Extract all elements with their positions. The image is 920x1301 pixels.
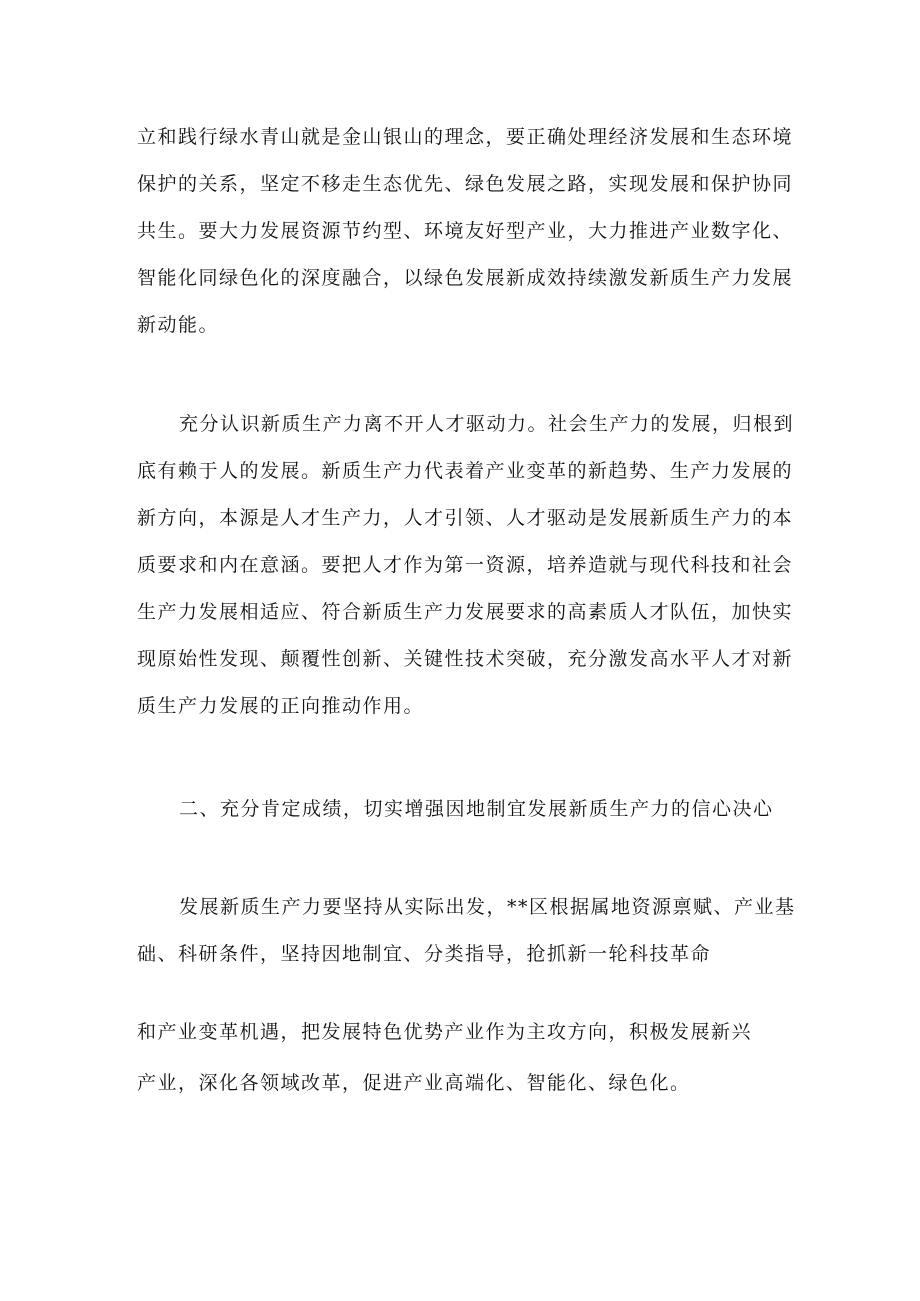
paragraph-line: 现原始性发现、颠覆性创新、关键性技术突破，充分激发高水平人才对新	[137, 648, 794, 670]
paragraph-line: 底有赖于人的发展。新质生产力代表着产业变革的新趋势、生产力发展的	[137, 460, 794, 482]
paragraph-line: 立和践行绿水青山就是金山银山的理念，要正确处理经济发展和生态环境	[137, 126, 794, 148]
paragraph-line: 保护的关系，坚定不移走生态优先、绿色发展之路，实现发展和保护协同	[137, 173, 794, 195]
paragraph-line: 新动能。	[137, 314, 220, 336]
paragraph-line: 生产力发展相适应、符合新质生产力发展要求的高素质人才队伍，加快实	[137, 601, 794, 623]
paragraph-line: 共生。要大力发展资源节约型、环境友好型产业，大力推进产业数字化、	[137, 220, 794, 242]
paragraph-line: 新方向，本源是人才生产力，人才引领、人才驱动是发展新质生产力的本	[137, 507, 794, 529]
paragraph-line: 产业，深化各领域改革，促进产业高端化、智能化、绿色化。	[137, 1072, 691, 1094]
paragraph-line: 发展新质生产力要坚持从实际出发，**区根据属地资源禀赋、产业基	[179, 896, 796, 918]
paragraph-line: 充分认识新质生产力离不开人才驱动力。社会生产力的发展，归根到	[179, 413, 795, 435]
paragraph-line: 智能化同绿色化的深度融合，以绿色发展新成效持续激发新质生产力发展	[137, 267, 794, 289]
paragraph-line: 础、科研条件，坚持因地制宜、分类指导，抢抓新一轮科技革命	[137, 943, 712, 965]
paragraph-line: 质生产力发展的正向推动作用。	[137, 695, 425, 717]
section-heading: 二、充分肯定成绩，切实增强因地制宜发展新质生产力的信心决心	[179, 798, 774, 820]
paragraph-line: 和产业变革机遇，把发展特色优势产业作为主攻方向，积极发展新兴	[137, 1021, 753, 1043]
paragraph-line: 质要求和内在意涵。要把人才作为第一资源，培养造就与现代科技和社会	[137, 554, 794, 576]
